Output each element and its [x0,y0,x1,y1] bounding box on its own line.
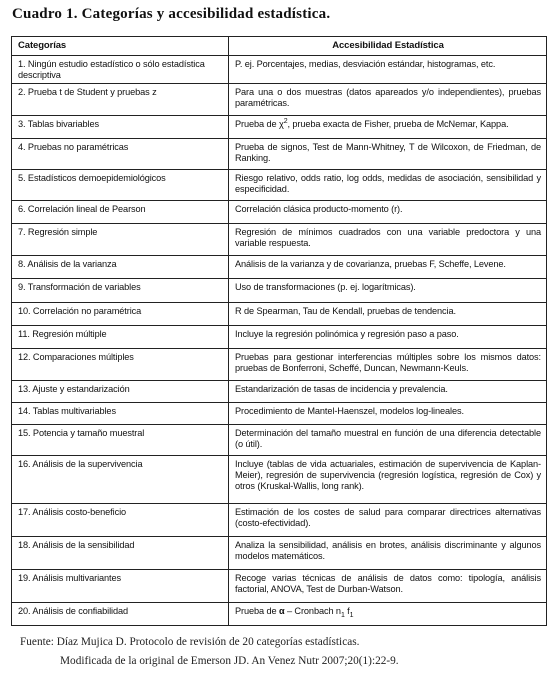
accessibility-cell: Prueba de signos, Test de Mann-Whitney, T de Wilcoxon, de Friedman, de Ranking. [229,138,547,169]
category-cell: 16. Análisis de la supervivencia [12,456,229,503]
statistics-table-container [11,36,546,626]
accessibility-cell: Análisis de la varianza y de covarianza, pruebas F, Scheffe, Levene. [229,255,547,278]
footnote-source: Fuente: Díaz Mujica D. Protocolo de revisión de 20 categorías estadísticas. [20,636,360,648]
category-cell: 14. Tablas multivariables [12,403,229,425]
table-row [12,278,547,302]
accessibility-cell: Pruebas para gestionar interferencias múltiples sobre los mismos datos: pruebas de Bonferroni, Scheffé, Duncan, Newmann-Keuls. [229,348,547,380]
footnote-modified: Modificada de la original de Emerson JD. An Venez Nutr 2007;20(1):22-9. [60,655,399,667]
accessibility-cell: Regresión de mínimos cuadrados con una variable predoctora y una variable respuesta. [229,224,547,255]
table-row [12,138,547,169]
alpha-symbol: α [278,605,285,616]
table-body [12,56,547,626]
accessibility-text: Prueba de χ [235,118,284,129]
category-cell: 6. Correlación lineal de Pearson [12,201,229,224]
accessibility-cell: Recoge varias técnicas de análisis de datos como: tipología, análisis factorial, ANOVA, Test de Durban-Watson. [229,570,547,602]
accessibility-cell: Para una o dos muestras (datos apareados y/o independientes), pruebas paramétricas. [229,84,547,115]
table-header-row [12,37,547,56]
table-row [12,348,547,380]
accessibility-cell: P. ej. Porcentajes, medias, desviación estándar, histogramas, etc. [229,56,547,84]
category-cell: 18. Análisis de la sensibilidad [12,537,229,570]
category-cell: 11. Regresión múltiple [12,325,229,348]
accessibility-cell: Incluye la regresión polinómica y regresión paso a paso. [229,325,547,348]
subscript: 1 [340,611,345,619]
category-cell: 10. Correlación no paramétrica [12,302,229,325]
accessibility-cell [229,115,547,138]
category-cell: 5. Estadísticos demoepidemiológicos [12,169,229,200]
table-row [12,201,547,224]
table-row [12,84,547,115]
table-row [12,325,547,348]
category-cell: 9. Transformación de variables [12,278,229,302]
accessibility-cell [229,602,547,625]
accessibility-cell: R de Spearman, Tau de Kendall, pruebas de tendencia. [229,302,547,325]
statistics-categories-table [11,36,547,626]
accessibility-cell: Analiza la sensibilidad, análisis en brotes, análisis discriminante y algunos modelos matemáticos. [229,537,547,570]
header-categorias: Categorías [12,37,229,56]
accessibility-cell: Estimación de los costes de salud para comparar directrices alternativas (costo-efectividad). [229,503,547,536]
category-cell: 20. Análisis de confiabilidad [12,602,229,625]
category-cell: 4. Pruebas no paramétricas [12,138,229,169]
table-row [12,570,547,602]
accessibility-text: Prueba de [235,605,279,616]
category-cell: 13. Ajuste y estandarización [12,381,229,403]
table-row [12,169,547,200]
table-row [12,425,547,456]
table-row [12,602,547,625]
table-title: Cuadro 1. Categorías y accesibilidad estadística. [12,6,331,22]
header-accesibilidad: Accesibilidad Estadística [229,37,547,56]
accessibility-cell: Uso de transformaciones (p. ej. logarítmicas). [229,278,547,302]
accessibility-text: f [344,605,350,616]
category-cell: 15. Potencia y tamaño muestral [12,425,229,456]
superscript: 2 [283,117,288,125]
accessibility-text: – Cronbach n [284,605,341,616]
category-cell: 17. Análisis costo-beneficio [12,503,229,536]
accessibility-cell: Riesgo relativo, odds ratio, log odds, medidas de asociación, sensibilidad y especificidad. [229,169,547,200]
table-row [12,56,547,84]
table-row [12,302,547,325]
category-cell: 8. Análisis de la varianza [12,255,229,278]
table-row [12,456,547,503]
category-cell: 7. Regresión simple [12,224,229,255]
table-row [12,403,547,425]
category-cell: 19. Análisis multivariantes [12,570,229,602]
table-row [12,115,547,138]
accessibility-cell: Determinación del tamaño muestral en función de una diferencia detectable (o útil). [229,425,547,456]
category-cell: 3. Tablas bivariables [12,115,229,138]
accessibility-cell: Correlación clásica producto-momento (r). [229,201,547,224]
category-cell: 12. Comparaciones múltiples [12,348,229,380]
table-row [12,537,547,570]
accessibility-cell: Incluye (tablas de vida actuariales, estimación de supervivencia de Kaplan-Meier), regresión de supervivencia (regresión logística, regresión de Cox) y otros (Kruskal-Wallis, long rank). [229,456,547,503]
category-cell: 1. Ningún estudio estadístico o sólo estadística descriptiva [12,56,229,84]
table-row [12,224,547,255]
accessibility-text: , prueba exacta de Fisher, prueba de McNemar, Kappa. [287,118,509,129]
table-footnote [20,633,399,671]
accessibility-cell: Estandarización de tasas de incidencia y prevalencia. [229,381,547,403]
accessibility-cell: Procedimiento de Mantel-Haenszel, modelos log-lineales. [229,403,547,425]
table-row [12,255,547,278]
subscript: 1 [349,611,354,619]
table-row [12,503,547,536]
category-cell: 2. Prueba t de Student y pruebas z [12,84,229,115]
table-row [12,381,547,403]
